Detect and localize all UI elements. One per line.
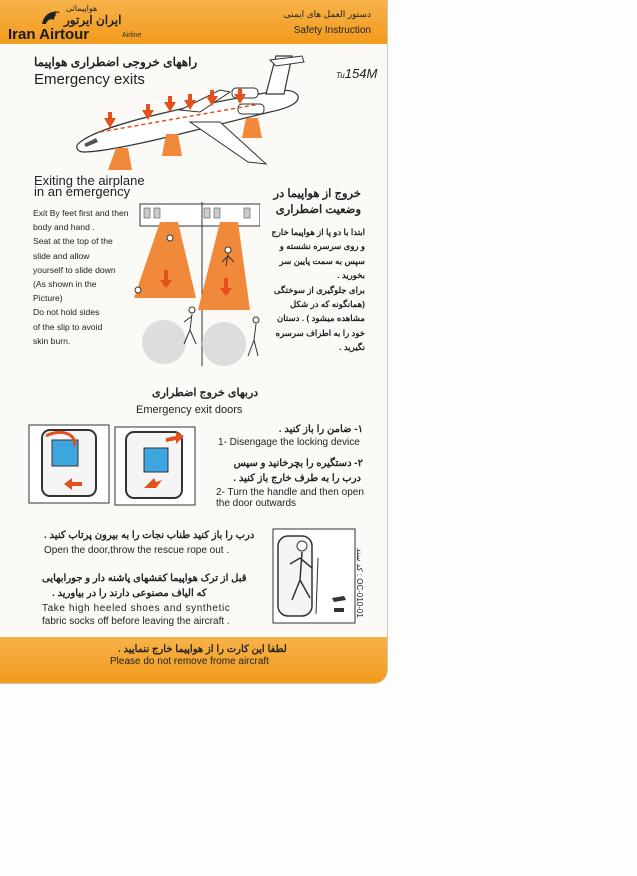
exits-title-en: Emergency exits: [34, 71, 145, 88]
exiting-title-en-1: Exiting the airplane: [34, 173, 145, 188]
footer-fa: لطفا این کارت را از هواپیما خارج ننمایید .: [118, 644, 287, 655]
exiting-title-fa-2: وضعیت اضطراری: [275, 204, 361, 216]
exiting-line: of the slip to avoid: [33, 321, 103, 332]
exiting-line: skin burn.: [33, 335, 71, 346]
document-code: کد سند : OC-010-01: [355, 548, 364, 618]
step2-fa-1: ۲- دستگیره را بچرخانید و سپس: [233, 458, 363, 469]
exiting-fa-line: ابتدا با دو پا از هواپیما خارج: [271, 227, 365, 237]
airline-logo-icon: [40, 8, 62, 28]
exiting-fa-line: برای جلوگیری از سوختگی: [273, 284, 365, 295]
exiting-fa-line: سپس به سمت پایین سر: [279, 255, 365, 266]
logo-fa-small: هواپیمائی: [66, 4, 98, 13]
safety-card: [0, 0, 388, 684]
doors-title-en: Emergency exit doors: [136, 404, 243, 416]
brand-sub: Airline: [122, 32, 142, 39]
rope-en: Open the door,throw the rescue rope out .: [44, 545, 230, 556]
shoes-fa-2: که الیاف مصنوعی دارند را در بیاورید .: [52, 588, 207, 599]
exiting-line: Exit By feet first and then: [33, 208, 129, 218]
exiting-line: Picture): [33, 293, 63, 304]
aircraft-model: Tu154M: [336, 66, 378, 81]
exiting-title-en-2: in an emergency: [34, 184, 131, 199]
brand-name: Iran Airtour: [8, 26, 90, 43]
exiting-line: yourself to slide down: [33, 264, 116, 275]
exiting-fa-line: بخورید .: [337, 270, 365, 281]
step1-fa: ۱- ضامن را باز کنید .: [278, 424, 363, 435]
step2-fa-2: درب را به طرف خارج باز کنید .: [233, 473, 361, 484]
step2-en-1: 2- Turn the handle and then open: [216, 487, 364, 498]
doors-title-fa: دربهای خروج اضطراری: [152, 387, 259, 399]
exiting-line: Do not hold sides: [33, 307, 100, 318]
door-step1-illustration: [28, 424, 110, 504]
exiting-fa-line: (همانگونه که در شکل: [289, 299, 365, 310]
exits-title-fa: راههای خروجی اضطراری هواپیما: [34, 55, 198, 69]
shoes-en-2: fabric socks off before leaving the aircraft .: [42, 616, 230, 627]
slide-illustration: [134, 198, 260, 366]
exiting-fa-line: خود را به اطراف سرسره: [275, 327, 365, 338]
exiting-line: (As shown in the: [33, 279, 97, 290]
card-header: [0, 0, 387, 44]
footer-en: Please do not remove frome aircraft: [110, 656, 269, 667]
exiting-fa-line: و روی سرسره نشسته و: [279, 241, 365, 252]
rescue-rope-illustration: [272, 528, 356, 624]
card-footer: [0, 637, 387, 683]
exiting-line: Seat at the top of the: [33, 236, 113, 247]
exiting-title-fa-1: خروج از هواپیما در: [273, 188, 361, 200]
exiting-body-en: [33, 206, 129, 348]
step2-en-2: the door outwards: [216, 498, 297, 509]
exiting-fa-line: نگیرید .: [339, 342, 365, 353]
instruction-fa: دستور العمل های ایمنی: [283, 9, 371, 19]
shoes-en-1: Take high heeled shoes and synthetic: [42, 603, 231, 614]
step1-en: 1- Disengage the locking device: [218, 437, 360, 448]
shoes-fa-1: قبل از ترک هواپیما کفشهای پاشنه دار و جورابهایی: [42, 573, 247, 584]
exiting-line: body and hand .: [33, 222, 95, 233]
exiting-fa-line: مشاهده میشود ) . دستان: [277, 313, 365, 324]
door-step2-illustration: [114, 426, 196, 506]
exiting-line: slide and allow: [33, 250, 90, 261]
instruction-en: Safety Instruction: [293, 25, 371, 36]
logo-fa: ایران ایرتور: [64, 13, 122, 27]
rope-fa: درب را باز کنید طناب نجات را به بیرون پرتاب کنید .: [44, 530, 255, 541]
aircraft-exits-diagram: [70, 52, 330, 172]
exiting-body-fa: [245, 225, 365, 355]
